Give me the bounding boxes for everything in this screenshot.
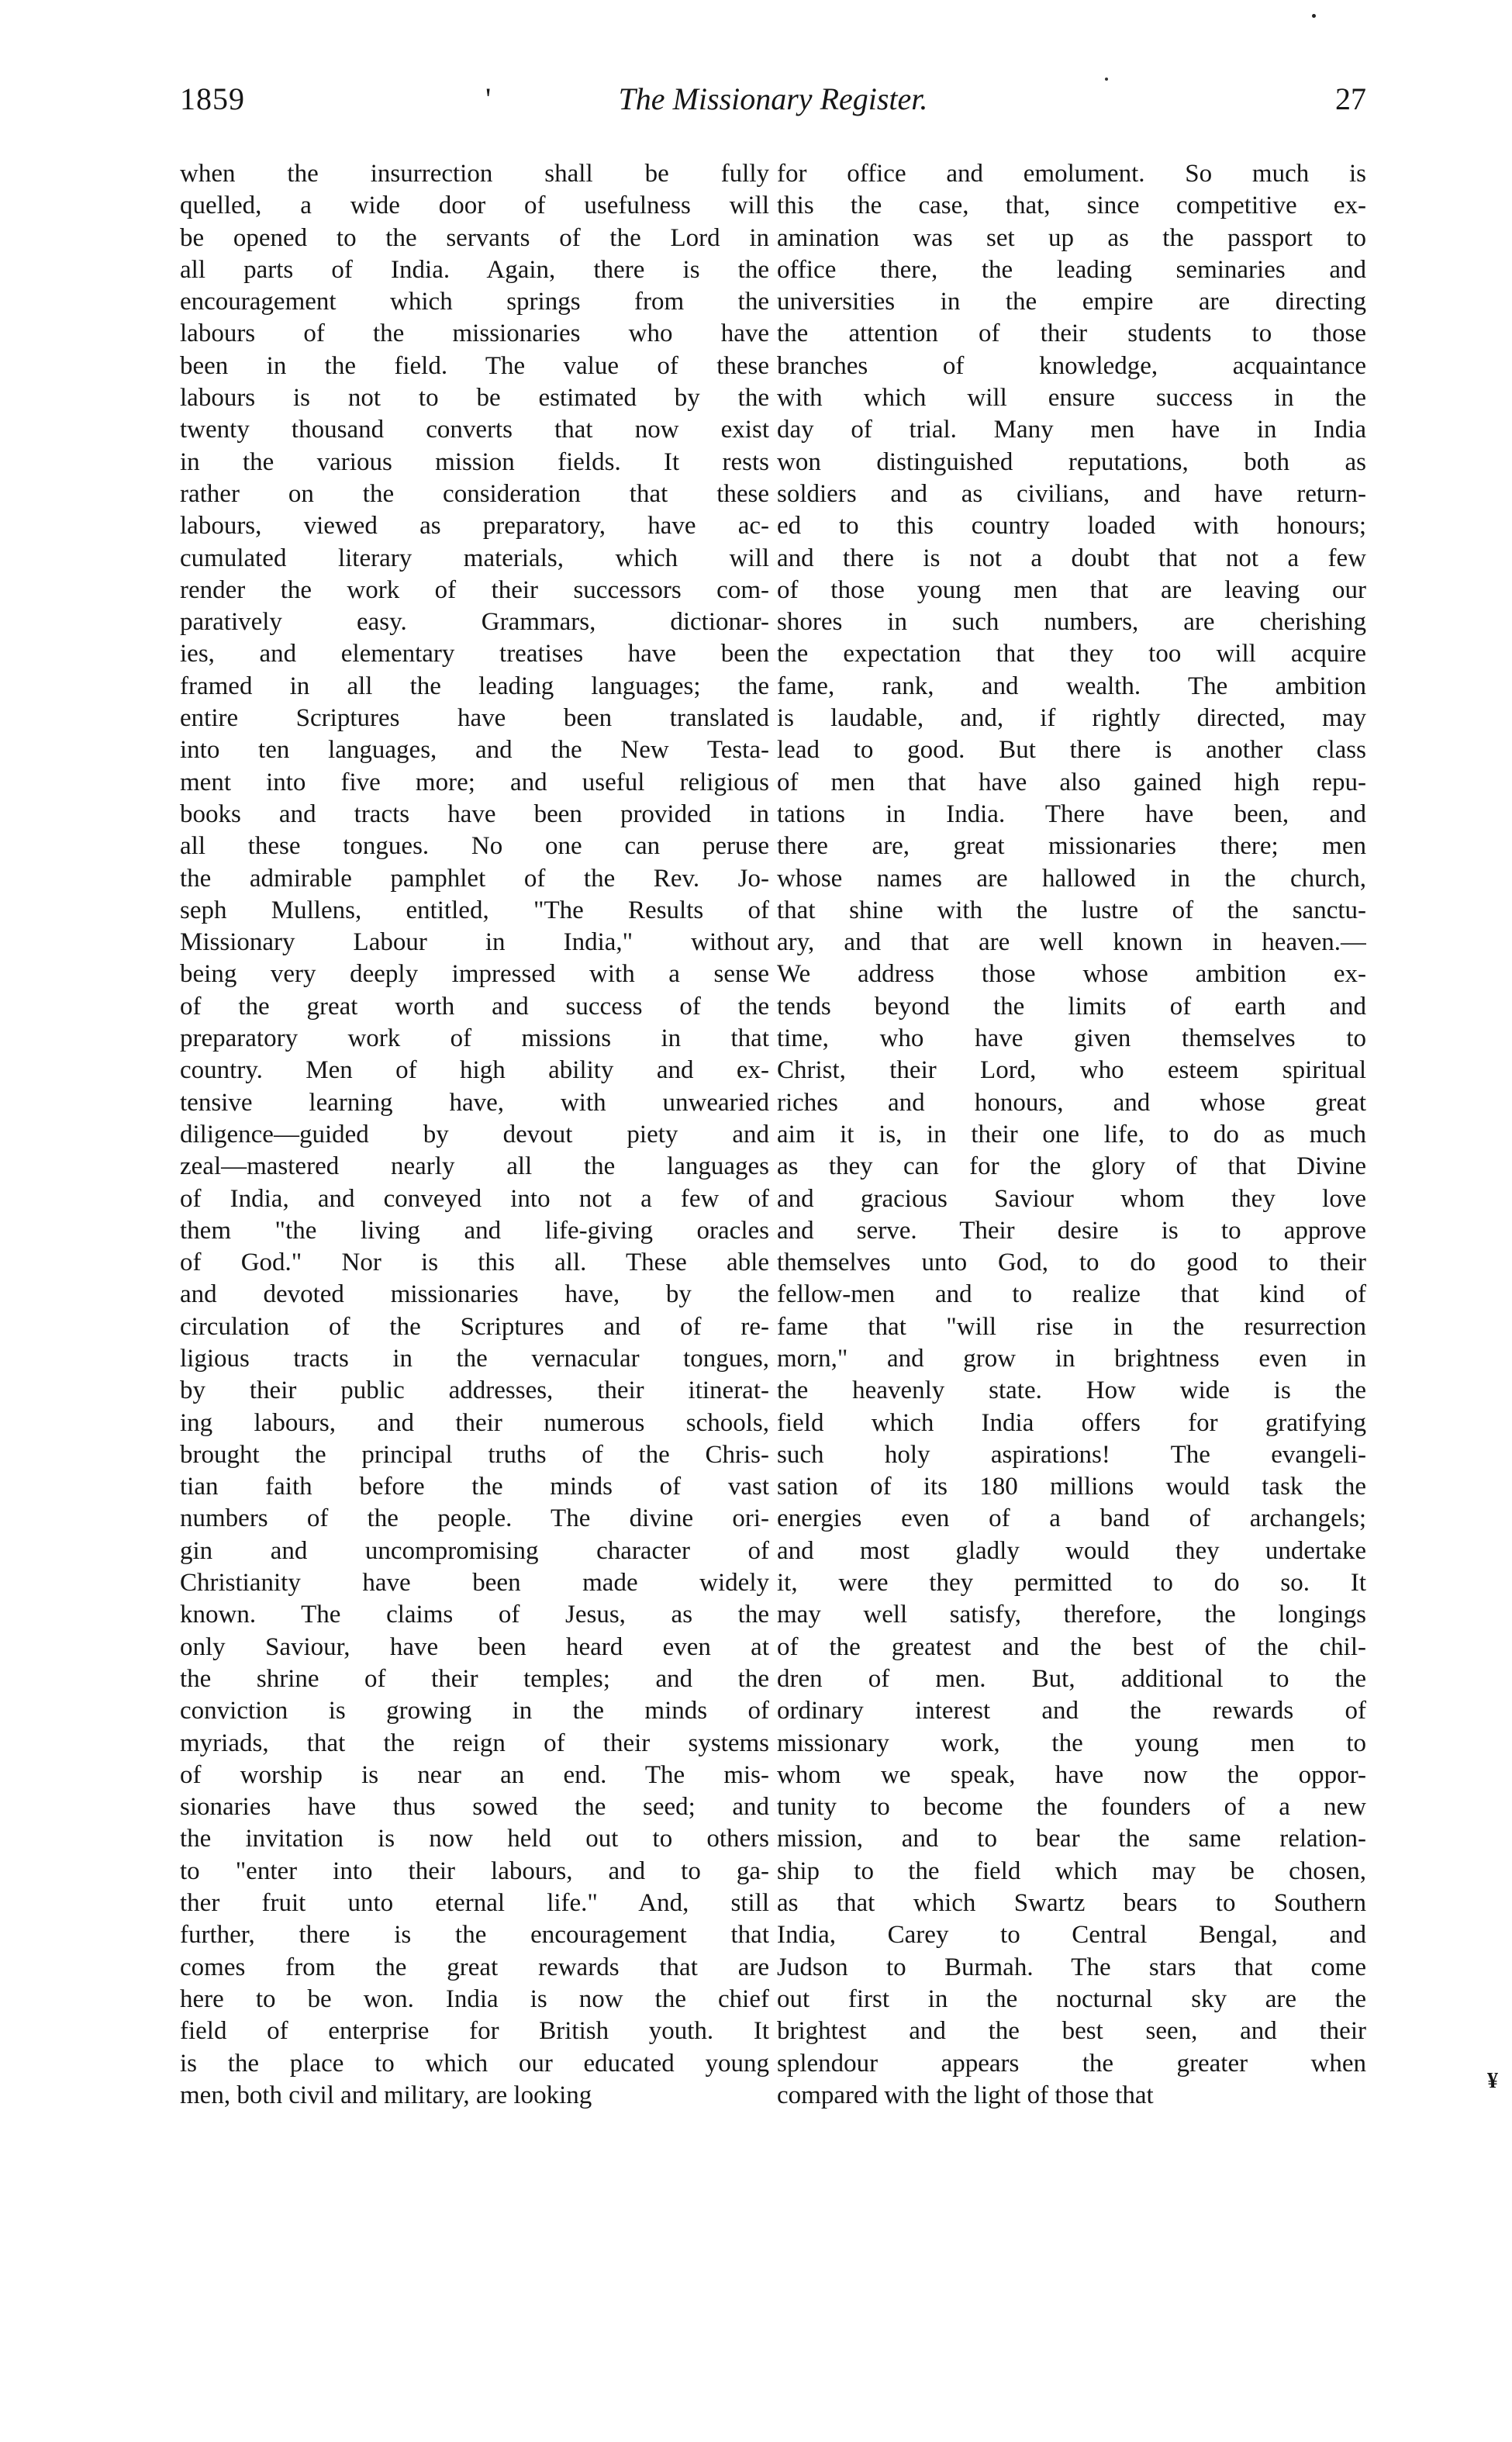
text-line: sation of its 180 millions would task the: [777, 1473, 1366, 1501]
text-line: ies, and elementary treatises have been: [180, 640, 769, 668]
text-line: there are, great missionaries there; men: [777, 832, 1366, 861]
text-line: be opened to the servants of the Lord in: [180, 223, 769, 252]
text-line: with which will ensure success in the: [777, 384, 1366, 413]
text-line: shores in such numbers, are cherishing: [777, 608, 1366, 637]
text-line: Christ, their Lord, who esteem spiritual: [777, 1056, 1366, 1085]
text-line: energies even of a band of archangels;: [777, 1504, 1366, 1533]
text-line: morn," and grow in brightness even in: [777, 1344, 1366, 1373]
text-line: tends beyond the limits of earth and: [777, 992, 1366, 1021]
text-line: entire Scriptures have been translated: [180, 704, 769, 733]
text-line: brightest and the best seen, and their: [777, 2017, 1366, 2046]
text-line: out first in the nocturnal sky are the: [777, 1984, 1366, 2013]
text-line: of the greatest and the best of the chil-: [777, 1632, 1366, 1661]
text-line: the shrine of their temples; and the: [180, 1664, 769, 1693]
text-line: and there is not a doubt that not a few: [777, 544, 1366, 572]
text-line: aim it is, in their one life, to do as much: [777, 1120, 1366, 1148]
text-line: and gracious Saviour whom they love: [777, 1184, 1366, 1213]
text-line: ther fruit unto eternal life." And, still: [180, 1889, 769, 1918]
text-line: and serve. Their desire is to approve: [777, 1216, 1366, 1245]
text-line: labours, viewed as preparatory, have ac-: [180, 512, 769, 541]
text-line: as they can for the glory of that Divine: [777, 1152, 1366, 1181]
text-line: twenty thousand converts that now exist: [180, 416, 769, 444]
right-column: [777, 158, 1366, 2112]
journal-title: The Missionary Register.: [618, 81, 928, 116]
text-line: it, were they permitted to do so. It: [777, 1569, 1366, 1597]
text-line: mission, and to bear the same relation-: [777, 1825, 1366, 1853]
text-line: time, who have given themselves to: [777, 1024, 1366, 1053]
text-line: and most gladly would they undertake: [777, 1536, 1366, 1565]
text-line: in the various mission fields. It rests: [180, 447, 769, 476]
text-line: universities in the empire are directing: [777, 288, 1366, 316]
text-line: books and tracts have been provided in: [180, 800, 769, 828]
text-line: of worship is near an end. The mis-: [180, 1760, 769, 1789]
text-line: rather on the consideration that these: [180, 479, 769, 508]
text-line: quelled, a wide door of usefulness will: [180, 192, 769, 220]
text-line: for office and emolument. So much is: [777, 160, 1366, 188]
text-line: of those young men that are leaving our: [777, 575, 1366, 604]
text-line: that shine with the lustre of the sanctu-: [777, 896, 1366, 924]
text-line: conviction is growing in the minds of: [180, 1697, 769, 1725]
text-line: is laudable, and, if rightly directed, may: [777, 704, 1366, 733]
text-line: amination was set up as the passport to: [777, 223, 1366, 252]
text-line: splendour appears the greater when: [777, 2049, 1366, 2078]
text-line: preparatory work of missions in that: [180, 1024, 769, 1053]
text-line: ordinary interest and the rewards of: [777, 1697, 1366, 1725]
text-line: myriads, that the reign of their systems: [180, 1729, 769, 1757]
text-line: known. The claims of Jesus, as the: [180, 1601, 769, 1629]
text-line: whom we speak, have now the oppor-: [777, 1760, 1366, 1789]
text-line: to "enter into their labours, and to ga-: [180, 1857, 769, 1885]
text-line: themselves unto God, to do good to their: [777, 1249, 1366, 1277]
text-line: dren of men. But, additional to the: [777, 1664, 1366, 1693]
text-line: of India, and conveyed into not a few of: [180, 1184, 769, 1213]
text-line: We address those whose ambition ex-: [777, 960, 1366, 989]
text-line: office there, the leading seminaries and: [777, 255, 1366, 284]
text-line: compared with the light of those that: [777, 2081, 1154, 2109]
text-line: country. Men of high ability and ex-: [180, 1056, 769, 1085]
text-line: encouragement which springs from the: [180, 288, 769, 316]
text-line: Missionary Labour in India," without: [180, 928, 769, 957]
text-line: brought the principal truths of the Chris-: [180, 1440, 769, 1469]
text-line: field which India offers for gratifying: [777, 1408, 1366, 1437]
text-line: may well satisfy, therefore, the longings: [777, 1601, 1366, 1629]
ink-speck: [1312, 14, 1316, 18]
text-line: is the place to which our educated young: [180, 2049, 769, 2078]
text-line: ment into five more; and useful religious: [180, 768, 769, 796]
text-line: cumulated literary materials, which will: [180, 544, 769, 572]
text-line: fellow-men and to realize that kind of: [777, 1280, 1366, 1309]
text-line: whose names are hallowed in the church,: [777, 864, 1366, 893]
text-line: the admirable pamphlet of the Rev. Jo-: [180, 864, 769, 893]
text-line: the heavenly state. How wide is the: [777, 1376, 1366, 1405]
text-line: when the insurrection shall be fully: [180, 160, 769, 188]
text-line: ing labours, and their numerous schools,: [180, 1408, 769, 1437]
running-header: [180, 81, 1366, 127]
text-line: numbers of the people. The divine ori-: [180, 1504, 769, 1533]
left-column: [180, 158, 769, 2112]
text-line: labours of the missionaries who have: [180, 319, 769, 348]
text-line: tensive learning have, with unwearied: [180, 1088, 769, 1117]
text-line: as that which Swartz bears to Southern: [777, 1889, 1366, 1918]
text-line: the attention of their students to those: [777, 319, 1366, 348]
text-line: tian faith before the minds of vast: [180, 1473, 769, 1501]
text-line: been in the field. The value of these: [180, 351, 769, 380]
text-line: men, both civil and military, are looking: [180, 2081, 592, 2109]
text-line: further, there is the encouragement that: [180, 1921, 769, 1950]
text-line: the expectation that they too will acquire: [777, 640, 1366, 668]
text-line: zeal—mastered nearly all the languages: [180, 1152, 769, 1181]
text-line: of the great worth and success of the: [180, 992, 769, 1021]
text-line: seph Mullens, entitled, "The Results of: [180, 896, 769, 924]
text-line: tunity to become the founders of a new: [777, 1793, 1366, 1822]
header-speck: ': [485, 81, 492, 116]
margin-mark: ¥: [1487, 2069, 1498, 2093]
header-year: 1859: [180, 81, 245, 116]
text-line: by their public addresses, their itinerat-: [180, 1376, 769, 1405]
text-line: sionaries have thus sowed the seed; and: [180, 1793, 769, 1822]
text-line: India, Carey to Central Bengal, and: [777, 1921, 1366, 1950]
text-line: gin and uncompromising character of: [180, 1536, 769, 1565]
text-line: and devoted missionaries have, by the: [180, 1280, 769, 1309]
text-line: fame, rank, and wealth. The ambition: [777, 672, 1366, 700]
text-line: Judson to Burmah. The stars that come: [777, 1953, 1366, 1981]
text-line: soldiers and as civilians, and have return-: [777, 479, 1366, 508]
text-line: Christianity have been made widely: [180, 1569, 769, 1597]
text-line: only Saviour, have been heard even at: [180, 1632, 769, 1661]
text-line: labours is not to be estimated by the: [180, 384, 769, 413]
text-line: here to be won. India is now the chief: [180, 1984, 769, 2013]
text-line: ligious tracts in the vernacular tongues,: [180, 1344, 769, 1373]
text-line: such holy aspirations! The evangeli-: [777, 1440, 1366, 1469]
text-line: tations in India. There have been, and: [777, 800, 1366, 828]
text-line: render the work of their successors com-: [180, 575, 769, 604]
text-line: ship to the field which may be chosen,: [777, 1857, 1366, 1885]
text-line: the invitation is now held out to others: [180, 1825, 769, 1853]
text-line: day of trial. Many men have in India: [777, 416, 1366, 444]
text-line: won distinguished reputations, both as: [777, 447, 1366, 476]
text-line: missionary work, the young men to: [777, 1729, 1366, 1757]
text-line: ary, and that are well known in heaven.—: [777, 928, 1366, 957]
text-line: field of enterprise for British youth. It: [180, 2017, 769, 2046]
text-line: branches of knowledge, acquaintance: [777, 351, 1366, 380]
text-line: all these tongues. No one can peruse: [180, 832, 769, 861]
page-number: 27: [1335, 81, 1366, 116]
text-line: into ten languages, and the New Testa-: [180, 736, 769, 765]
text-line: of God." Nor is this all. These able: [180, 1249, 769, 1277]
text-line: riches and honours, and whose great: [777, 1088, 1366, 1117]
text-line: of men that have also gained high repu-: [777, 768, 1366, 796]
text-line: this the case, that, since competitive ex-: [777, 192, 1366, 220]
text-line: lead to good. But there is another class: [777, 736, 1366, 765]
text-line: them "the living and life-giving oracles: [180, 1216, 769, 1245]
text-line: ed to this country loaded with honours;: [777, 512, 1366, 541]
text-line: fame that "will rise in the resurrection: [777, 1312, 1366, 1341]
text-line: comes from the great rewards that are: [180, 1953, 769, 1981]
text-line: all parts of India. Again, there is the: [180, 255, 769, 284]
text-line: diligence—guided by devout piety and: [180, 1120, 769, 1148]
text-line: framed in all the leading languages; the: [180, 672, 769, 700]
text-line: circulation of the Scriptures and of re-: [180, 1312, 769, 1341]
text-line: paratively easy. Grammars, dictionar-: [180, 608, 769, 637]
text-line: being very deeply impressed with a sense: [180, 960, 769, 989]
